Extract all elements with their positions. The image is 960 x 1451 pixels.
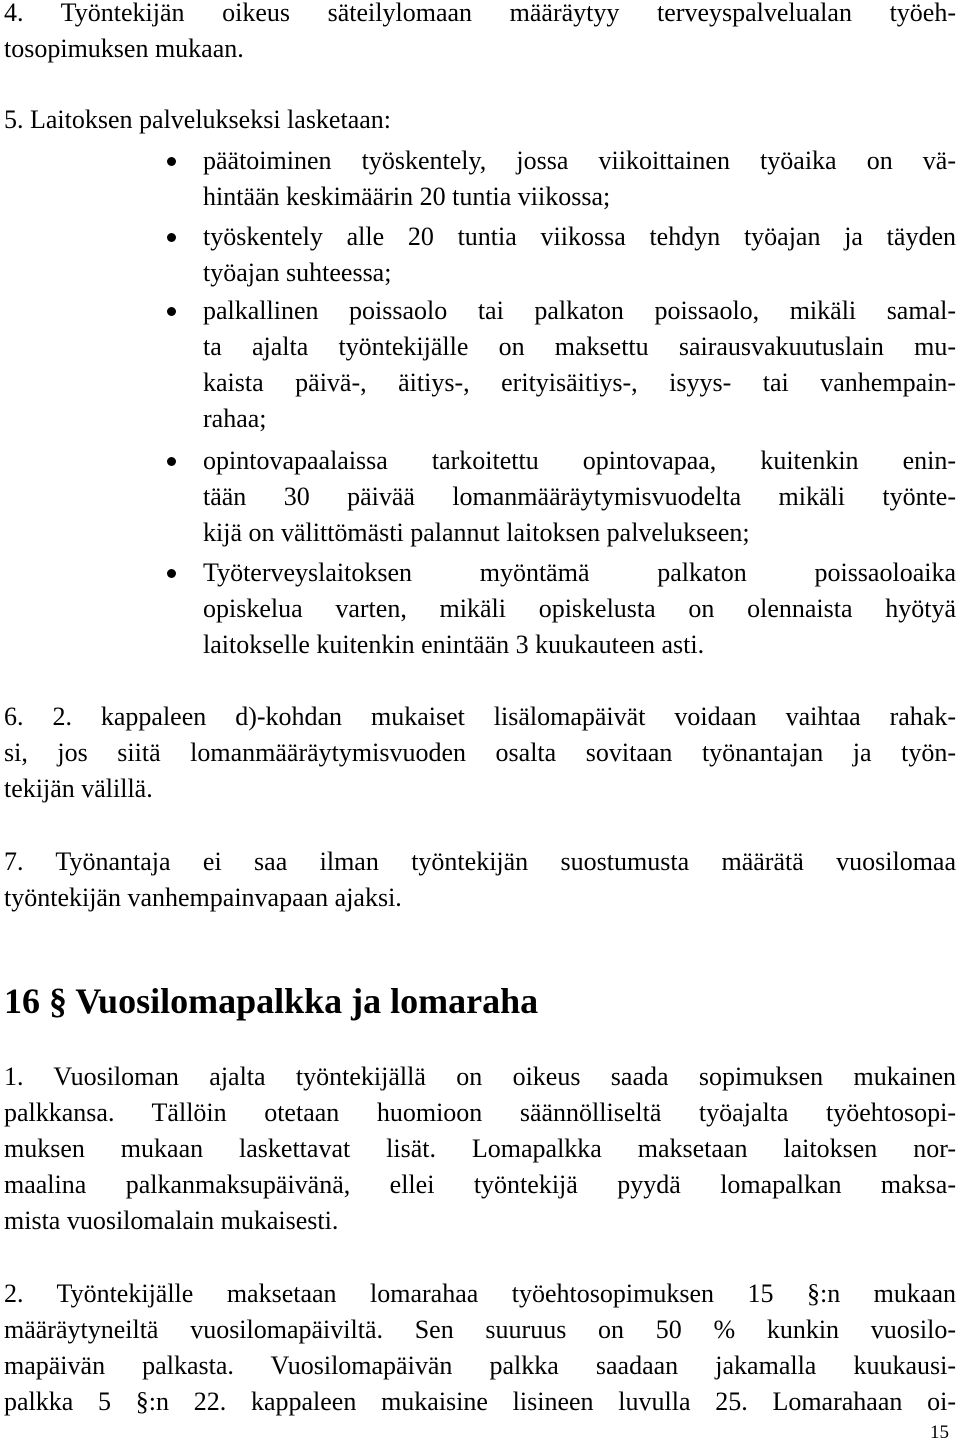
- text-line: 2. Työntekijälle maksetaan lomarahaa työehtosopimuksen 15 §:n mukaan: [4, 1279, 956, 1308]
- text-line: 6. 2. kappaleen d)-kohdan mukaiset lisälomapäivät voidaan vaihtaa rahak-: [4, 702, 956, 731]
- text-line: mista vuosilomalain mukaisesti.: [4, 1206, 339, 1235]
- text-line: 4. Työntekijän oikeus säteilylomaan määräytyy terveyspalvelualan työeh-: [4, 0, 956, 27]
- text-line: mapäivän palkasta. Vuosilomapäivän palkka saadaan jakamalla kuukausi-: [4, 1351, 956, 1380]
- text-line: opiskelua varten, mikäli opiskelusta on olennaista hyötyä: [203, 594, 956, 623]
- text-line: ta ajalta työntekijälle on maksettu sairausvakuutuslain mu-: [203, 332, 956, 361]
- text-line: työntekijän vanhempainvapaan ajaksi.: [4, 883, 402, 912]
- text-line: työajan suhteessa;: [203, 258, 392, 287]
- text-line: 1. Vuosiloman ajalta työntekijällä on oikeus saada sopimuksen mukainen: [4, 1062, 956, 1091]
- bullet-icon: [167, 233, 176, 242]
- text-line: työskentely alle 20 tuntia viikossa tehdyn työajan ja täyden: [203, 222, 956, 251]
- text-line: si, jos siitä lomanmääräytymisvuoden osalta sovitaan työnantajan ja työn-: [4, 738, 956, 767]
- bullet-icon: [167, 457, 176, 466]
- text-line: hintään keskimäärin 20 tuntia viikossa;: [203, 182, 611, 211]
- text-line: Työterveyslaitoksen myöntämä palkaton poissaoloaika: [203, 558, 956, 587]
- bullet-icon: [167, 569, 176, 578]
- text-line: palkkansa. Tällöin otetaan huomioon säännölliseltä työajalta työehtosopi-: [4, 1098, 956, 1127]
- text-line: päätoiminen työskentely, jossa viikoittainen työaika on vä-: [203, 146, 956, 175]
- text-line: 7. Työnantaja ei saa ilman työntekijän suostumusta määrätä vuosilomaa: [4, 847, 956, 876]
- text-line: muksen mukaan laskettavat lisät. Lomapalkka maksetaan laitoksen nor-: [4, 1134, 956, 1163]
- text-line: maalina palkanmaksupäivänä, ellei työntekijä pyydä lomapalkan maksa-: [4, 1170, 956, 1199]
- text-line: tosopimuksen mukaan.: [4, 34, 244, 63]
- section-heading: 16 § Vuosilomapalkka ja lomaraha: [4, 981, 539, 1021]
- text-line: tään 30 päivää lomanmääräytymisvuodelta mikäli työnte-: [203, 482, 956, 511]
- text-line: kijä on välittömästi palannut laitoksen palvelukseen;: [203, 518, 750, 547]
- list-intro: 5. Laitoksen palvelukseksi lasketaan:: [4, 105, 392, 134]
- page-number: 15: [930, 1422, 949, 1443]
- text-line: tekijän välillä.: [4, 774, 153, 803]
- bullet-icon: [167, 157, 176, 166]
- bullet-icon: [167, 307, 176, 316]
- text-line: määräytyneiltä vuosilomapäiviltä. Sen suuruus on 50 % kunkin vuosilo-: [4, 1315, 956, 1344]
- text-line: opintovapaalaissa tarkoitettu opintovapaa, kuitenkin enin-: [203, 446, 956, 475]
- text-line: kaista päivä-, äitiys-, erityisäitiys-, isyys- tai vanhempain-: [203, 368, 956, 397]
- text-line: palkallinen poissaolo tai palkaton poissaolo, mikäli samal-: [203, 296, 956, 325]
- text-line: rahaa;: [203, 404, 267, 433]
- text-line: laitokselle kuitenkin enintään 3 kuukauteen asti.: [203, 630, 705, 659]
- text-line: palkka 5 §:n 22. kappaleen mukaisine lisineen luvulla 25. Lomarahaan oi-: [4, 1387, 956, 1416]
